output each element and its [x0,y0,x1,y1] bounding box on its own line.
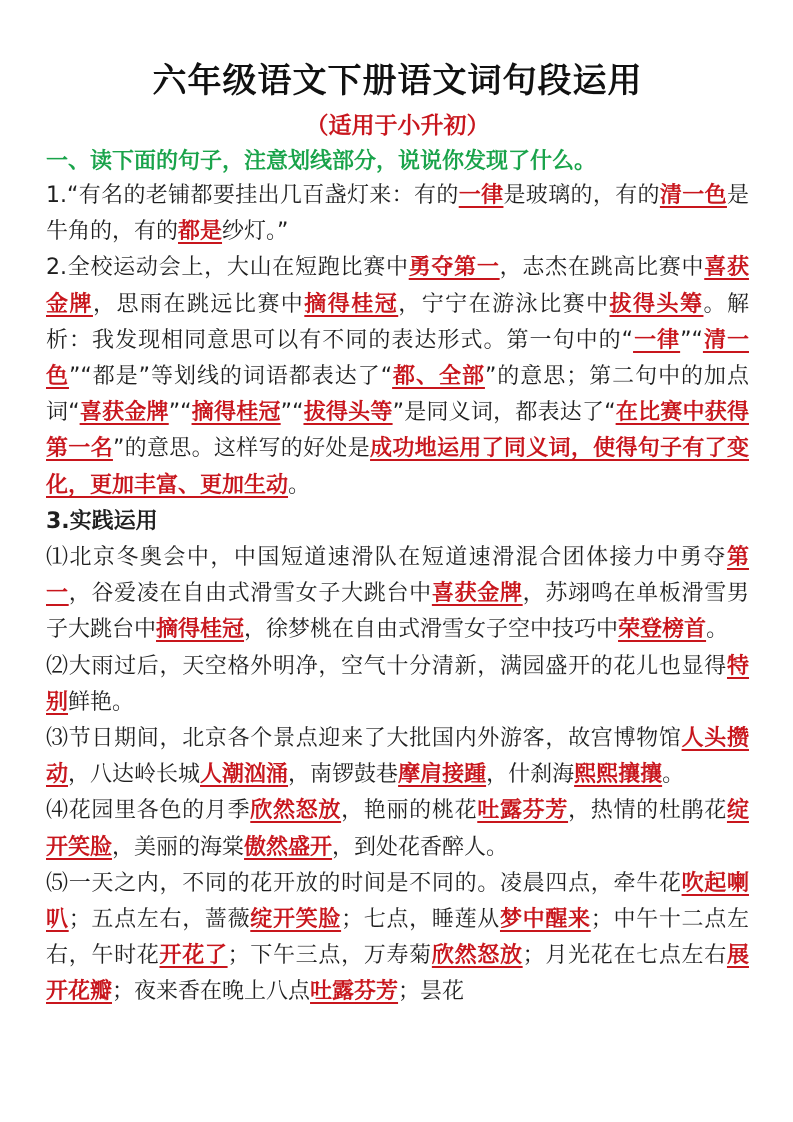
underlined-term: 都是 [178,219,223,245]
underlined-term: 梦中醒来 [499,907,591,933]
underlined-term: 都、全部 [392,364,485,390]
text-segment: ”“ [280,400,304,426]
text-segment: ，志杰在跳高比赛中 [499,255,705,281]
underlined-term: 一律 [458,183,504,208]
text-segment: ，宁宁在游泳比赛中 [398,291,610,317]
text-segment: 纱灯。” [222,219,289,245]
text-segment: ⑶节日期间，北京各个景点迎来了大批国内外游客，故宫博物馆 [46,726,682,752]
text-segment: ，艳丽的桃花 [341,798,478,824]
underlined-term: 一律 [633,327,681,353]
text-segment: ，八达岭长城 [68,762,201,788]
text-segment: ，热情的杜鹃花 [568,798,727,824]
text-segment: ”是同义词，都表达了“ [392,400,616,426]
text-segment: ；夜来香在晚上八点 [112,979,311,1005]
text-segment: ⑴北京冬奥会中，中国短道速滑队在短道速滑混合团体接力中勇夺 [46,545,727,571]
text-segment: 是牛角的，有的 [46,183,749,245]
text-segment: ，苏翊鸣在单板滑雪男子大跳台中 [46,581,749,643]
practice-item-5 [46,866,749,1011]
underlined-term: 在比赛中获得第一名 [46,400,749,462]
underlined-term: 摘得桂冠 [156,617,245,643]
underlined-term: 吐露芬芳 [310,979,399,1005]
underlined-term: 成功地运用了同义词，使得句子有了变化，更加丰富、更加生动 [46,436,749,498]
underlined-term: 特别 [46,653,749,715]
text-segment: 。 [288,472,311,498]
underlined-term: 摩肩接踵 [398,762,487,788]
underlined-term: 荣登榜首 [618,617,707,643]
underlined-term: 第一 [46,545,749,607]
text-segment: ，到处花香醉人。 [332,834,509,860]
underlined-term: 摘得桂冠 [191,400,281,426]
text-segment: 是玻璃的，有的 [503,183,660,208]
text-segment: ，南锣鼓巷 [288,762,399,788]
text-segment: ；中午十二点左右，午时花 [46,907,749,969]
practice-item-1 [46,540,749,649]
text-segment: ”“ [680,327,703,353]
text-segment: ；月光花在七点左右 [522,943,727,969]
text-segment: ；下午三点，万寿菊 [227,943,432,969]
text-segment: ”“ [168,400,192,426]
underlined-term: 吹起喇叭 [46,870,749,933]
underlined-term: 清一色 [659,183,727,208]
underlined-term: 吐露芬芳 [477,798,569,824]
underlined-term: 傲然盛开 [244,834,333,860]
text-segment: ，思雨在跳远比赛中 [92,291,305,317]
text-segment: ，什刹海 [486,762,575,788]
page-title: 六年级语文下册语文词句段运用 [152,61,643,101]
text-segment: 鲜艳。 [68,689,135,715]
underlined-term: 欣然怒放 [250,798,342,824]
text-segment: ”“都是”等划线的词语都表达了“ [68,364,393,390]
text-segment: 。 [706,617,729,643]
text-segment: ⑸一天之内，不同的花开放的时间是不同的。凌晨四点，牵牛花 [46,870,682,896]
paragraph-2 [46,250,749,503]
text-segment: ，徐梦桃在自由式滑雪女子空中技巧中 [244,617,619,643]
practice-item-3 [46,721,749,793]
underlined-term: 勇夺第一 [408,255,500,281]
text-segment: 。 [662,762,685,788]
underlined-term: 摘得桂冠 [304,291,399,317]
text-segment: ”的意思；第二句中的加点词“ [46,364,749,426]
text-segment: 1.“有名的老铺都要挂出几百盏灯来：有的 [46,183,459,208]
underlined-term: 喜获金牌 [79,400,169,426]
underlined-term: 喜获金牌 [431,581,523,607]
text-segment: ，谷爱凌在自由式滑雪女子大跳台中 [68,581,432,607]
text-segment: ⑵大雨过后，天空格外明净，空气十分清新，满园盛开的花儿也显得 [46,653,727,679]
paragraph-1 [46,178,749,250]
underlined-term: 开花了 [159,943,228,969]
underlined-term: 拔得头筹 [609,291,704,317]
underlined-term: 绽开笑脸 [250,907,342,933]
text-segment: ，美丽的海棠 [112,834,245,860]
section-heading-3: 3.实践运用 [46,508,158,534]
underlined-term: 清一色 [46,327,749,390]
practice-item-4 [46,793,749,865]
underlined-term: 人头攒动 [46,726,749,788]
text-segment: ；五点左右，蔷薇 [68,907,251,933]
underlined-term: 拔得头等 [303,400,393,426]
practice-item-2 [46,649,749,721]
underlined-term: 熙熙攘攘 [574,762,663,788]
underlined-term: 人潮汹涌 [200,762,289,788]
underlined-term: 喜获金牌 [46,255,749,317]
section-heading-1: 一、读下面的句子，注意划线部分，说说你发现了什么。 [46,149,597,174]
text-segment: ；七点，睡莲从 [341,907,500,933]
text-segment: 2.全校运动会上，大山在短跑比赛中 [46,255,409,281]
text-segment: ⑷花园里各色的月季 [46,798,251,824]
page-subtitle: （适用于小升初） [305,113,490,139]
text-segment: 。解析：我发现相同意思可以有不同的表达形式。第一句中的“ [46,291,749,353]
underlined-term: 绽开笑脸 [46,798,749,860]
text-segment: ”的意思。这样写的好处是 [112,436,371,462]
underlined-term: 展开花瓣 [46,943,749,1005]
underlined-term: 欣然怒放 [431,943,523,969]
text-segment: ；昙花 [398,979,465,1005]
